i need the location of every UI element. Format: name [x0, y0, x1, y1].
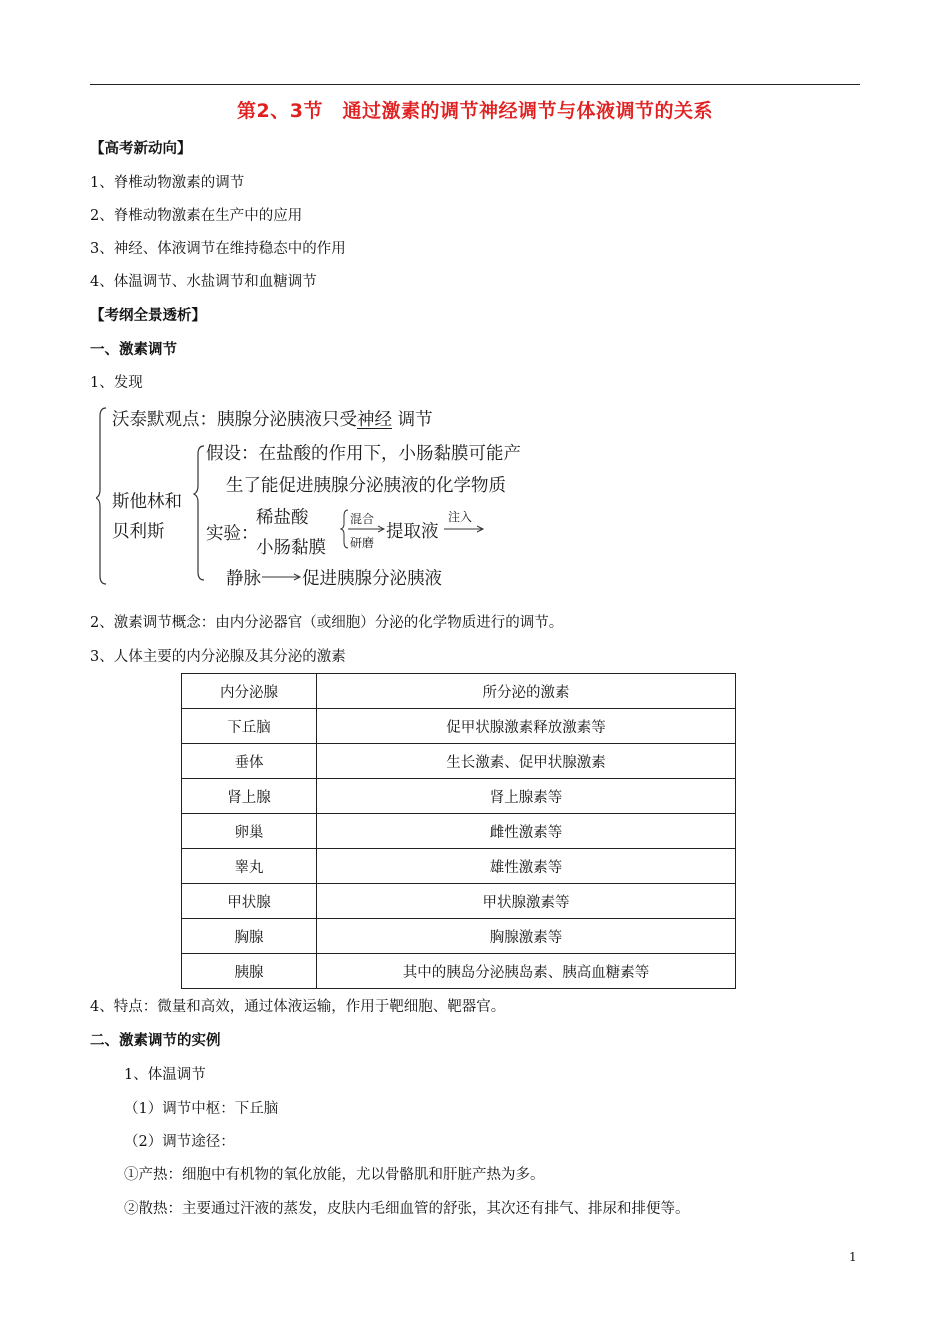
table-cell-gland: 甲状腺	[182, 884, 317, 919]
regulation-center: （1）调节中枢：下丘脑	[124, 1101, 279, 1117]
table-title: 3、人体主要的内分泌腺及其分泌的激素	[90, 649, 346, 665]
table-cell-gland: 卵巢	[182, 814, 317, 849]
part2-title: 二、激素调节的实例	[90, 1033, 221, 1049]
table-cell-gland: 垂体	[182, 744, 317, 779]
table-row	[182, 814, 736, 849]
trend-item-3: 3、神经、体液调节在维持稳态中的作用	[90, 241, 346, 257]
nerve-word: 神经	[357, 410, 392, 430]
table-row	[182, 849, 736, 884]
table-cell-gland: 下丘脑	[182, 709, 317, 744]
grind-label: 研磨	[350, 536, 375, 550]
table-row	[182, 709, 736, 744]
table-cell-gland: 胰腺	[182, 954, 317, 989]
hypothesis-line-2: 生了能促进胰腺分泌胰液的化学物质	[226, 476, 506, 496]
table-cell-hormone: 其中的胰岛分泌胰岛素、胰高血糖素等	[317, 954, 736, 989]
table-header-gland: 内分泌腺	[182, 674, 317, 709]
table-row	[182, 919, 736, 954]
vein-label: 静脉	[226, 569, 261, 589]
table-cell-hormone: 甲状腺激素等	[317, 884, 736, 919]
table-cell-hormone: 肾上腺素等	[317, 779, 736, 814]
heading-new-trends: 【高考新动向】	[90, 141, 192, 157]
scientists-line-1: 斯他林和	[112, 492, 182, 512]
hypothesis-line-1: 假设：在盐酸的作用下，小肠黏膜可能产	[206, 444, 521, 464]
hormone-concept: 2、激素调节概念：由内分泌器官（或细胞）分泌的化学物质进行的调节。	[90, 615, 564, 631]
table-cell-hormone: 促甲状腺激素释放激素等	[317, 709, 736, 744]
discovery-diagram	[96, 400, 566, 590]
part1-title: 一、激素调节	[90, 342, 177, 358]
table-cell-gland: 肾上腺	[182, 779, 317, 814]
extract-label: 提取液	[386, 522, 439, 542]
thermo-regulation-title: 1、体温调节	[124, 1067, 206, 1083]
table-cell-hormone: 生长激素、促甲状腺激素	[317, 744, 736, 779]
trend-item-1: 1、脊椎动物激素的调节	[90, 175, 245, 191]
hormone-features: 4、特点：微量和高效，通过体液运输，作用于靶细胞、靶器官。	[90, 999, 506, 1015]
table-row	[182, 954, 736, 989]
inner-brace	[194, 446, 204, 580]
gland-table	[181, 673, 736, 989]
table-header-hormone: 所分泌的激素	[317, 674, 736, 709]
table-cell-hormone: 雌性激素等	[317, 814, 736, 849]
heat-production: ①产热：细胞中有机物的氧化放能，尤以骨骼肌和肝脏产热为多。	[124, 1167, 545, 1183]
table-header-row	[182, 674, 736, 709]
mix-label: 混合	[350, 512, 375, 526]
trend-item-2: 2、脊椎动物激素在生产中的应用	[90, 208, 303, 224]
table-cell-gland: 胸腺	[182, 919, 317, 954]
discovery-label: 1、发现	[90, 375, 143, 391]
scientists-line-2: 贝利斯	[112, 522, 165, 542]
wotaimo-view: 沃泰默观点：胰腺分泌胰液只受神经 调节	[112, 410, 433, 430]
page-number: 1	[849, 1250, 857, 1264]
heading-outline: 【考纲全景透析】	[90, 308, 206, 324]
heat-dissipation: ②散热：主要通过汗液的蒸发，皮肤内毛细血管的舒张，其次还有排气、排尿和排便等。	[124, 1201, 690, 1217]
regulation-pathway: （2）调节途径：	[124, 1134, 235, 1150]
trend-item-4: 4、体温调节、水盐调节和血糖调节	[90, 274, 317, 290]
page-title: 第2、3节 通过激素的调节神经调节与体液调节的关系	[237, 100, 713, 122]
table-cell-hormone: 胸腺激素等	[317, 919, 736, 954]
table-row	[182, 779, 736, 814]
outer-brace	[96, 408, 106, 584]
header-rule	[90, 84, 860, 85]
materials-brace	[341, 510, 348, 548]
intestinal-mucosa: 小肠黏膜	[256, 538, 326, 558]
dilute-hcl: 稀盐酸	[256, 508, 309, 528]
promote-label: 促进胰腺分泌胰液	[302, 569, 442, 589]
inject-label: 注入	[448, 510, 473, 524]
table-cell-gland: 睾丸	[182, 849, 317, 884]
experiment-label: 实验：	[206, 524, 259, 544]
table-row	[182, 884, 736, 919]
table-row	[182, 744, 736, 779]
table-cell-hormone: 雄性激素等	[317, 849, 736, 884]
